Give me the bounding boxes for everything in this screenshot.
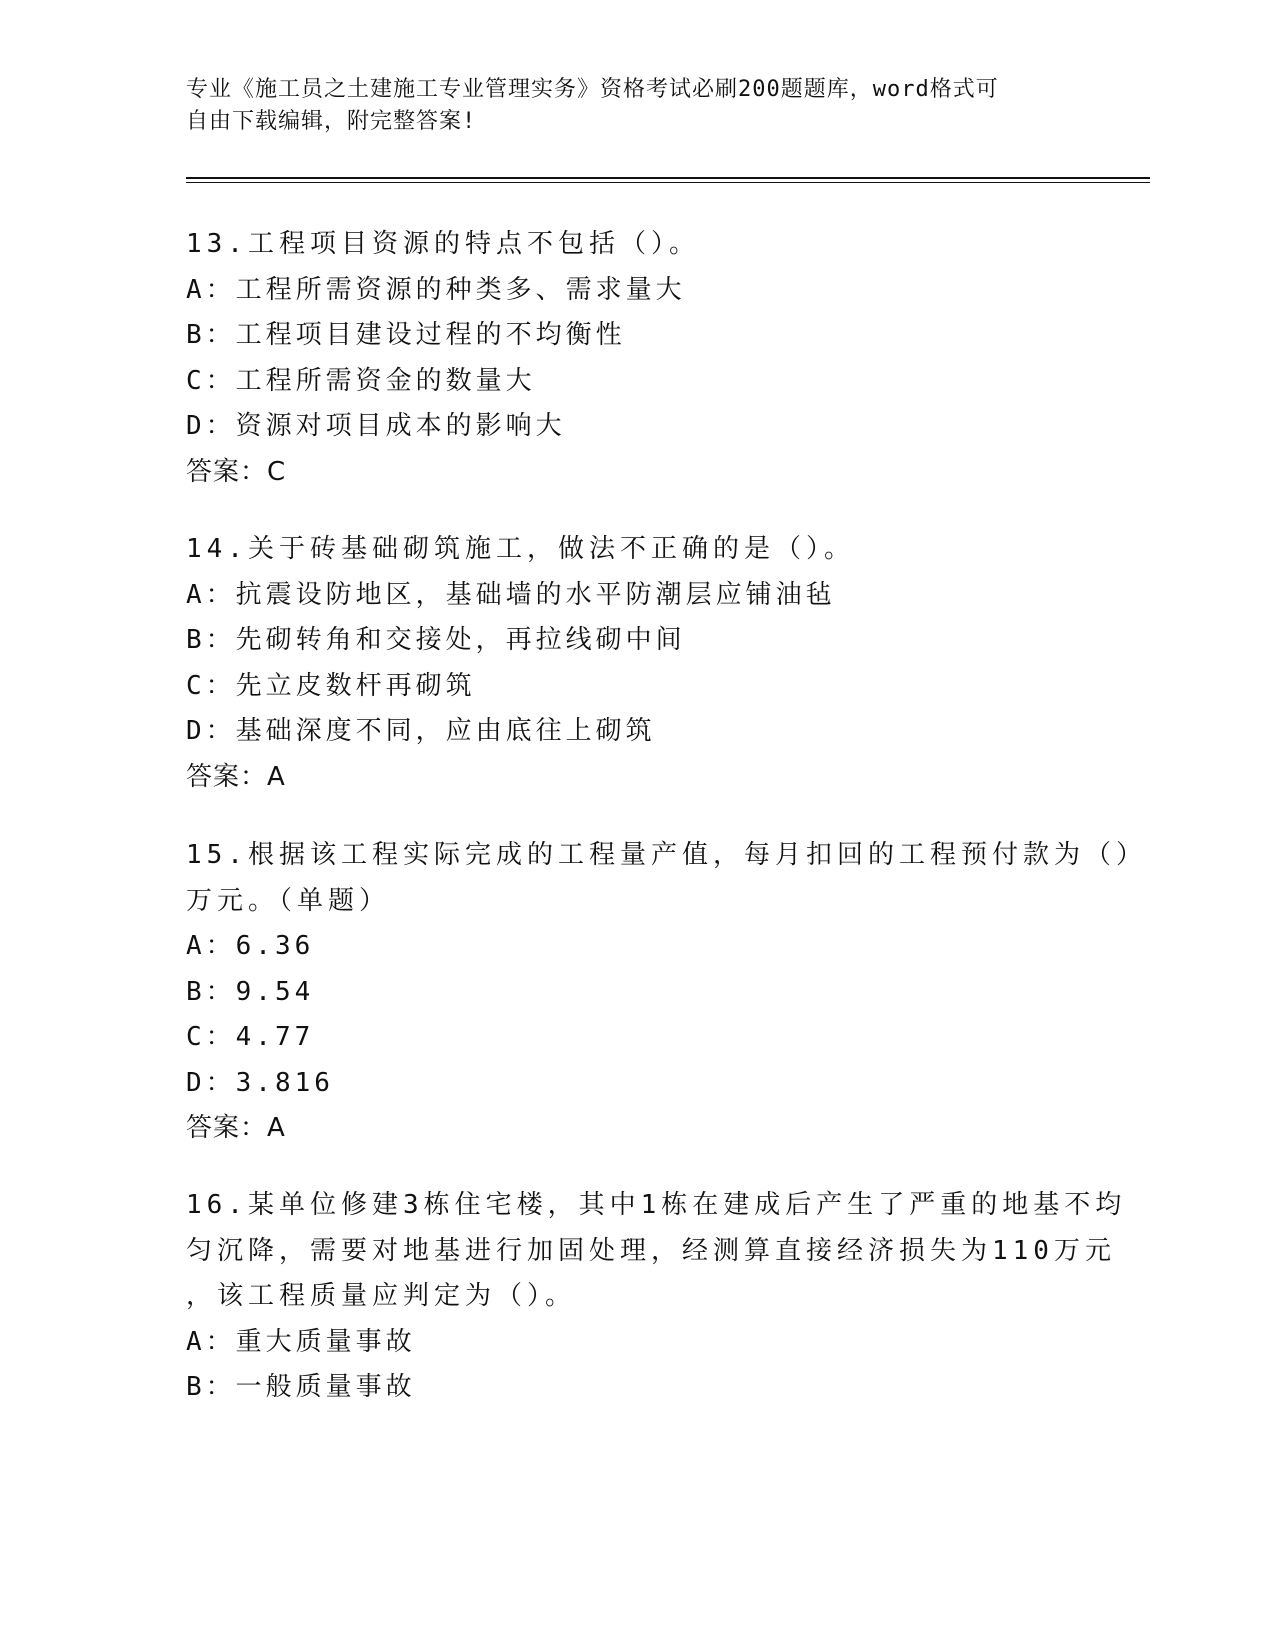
option-a: A：抗震设防地区，基础墙的水平防潮层应铺油毡 <box>186 579 836 610</box>
option-d: D：资源对项目成本的影响大 <box>186 411 566 441</box>
option-d: D：基础深度不同，应由底往上砌筑 <box>186 716 656 746</box>
option-a: A：重大质量事故 <box>186 1326 416 1357</box>
header-divider-thin <box>186 182 1150 183</box>
question-14 <box>186 527 1086 800</box>
header-divider-thick <box>186 177 1150 179</box>
option-a: A：6.36 <box>186 931 315 961</box>
option-a: A：工程所需资源的种类多、需求量大 <box>186 274 686 305</box>
header-line-2: 自由下载编辑，附完整答案! <box>186 109 477 134</box>
question-stem: 13.工程项目资源的特点不包括（）。 <box>186 229 700 259</box>
option-b: B：9.54 <box>186 976 315 1007</box>
option-b: B：一般质量事故 <box>186 1372 416 1402</box>
option-c: C：先立皮数杆再砌筑 <box>186 670 476 701</box>
question-stem: 14.关于砖基础砌筑施工，做法不正确的是（）。 <box>186 534 855 564</box>
question-stem-line-2: 匀沉降，需要对地基进行加固处理，经测算直接经济损失为110万元 <box>186 1235 1116 1266</box>
question-stem-line-3: ，该工程质量应判定为（）。 <box>186 1281 577 1311</box>
question-stem-line-1: 15.根据该工程实际完成的工程量产值，每月扣回的工程预付款为（） <box>186 840 1147 870</box>
question-15 <box>186 833 1147 1152</box>
option-d: D：3.816 <box>186 1067 334 1098</box>
option-c: C：工程所需资金的数量大 <box>186 365 536 396</box>
header-line-1: 专业《施工员之土建施工专业管理实务》资格考试必刷200题题库，word格式可 <box>186 77 999 102</box>
option-c: C：4.77 <box>186 1022 315 1052</box>
answer: 答案：A <box>186 761 286 792</box>
question-13 <box>186 222 1086 495</box>
question-16 <box>186 1183 1127 1411</box>
option-b: B：先砌转角和交接处，再拉线砌中间 <box>186 625 686 655</box>
question-stem-line-2: 万元。（单题） <box>186 885 391 916</box>
question-stem-line-1: 16.某单位修建3栋住宅楼，其中1栋在建成后产生了严重的地基不均 <box>186 1190 1127 1220</box>
answer: 答案：C <box>186 456 287 487</box>
answer: 答案：A <box>186 1113 286 1143</box>
option-b: B：工程项目建设过程的不均衡性 <box>186 320 626 350</box>
document-header <box>186 74 1066 138</box>
